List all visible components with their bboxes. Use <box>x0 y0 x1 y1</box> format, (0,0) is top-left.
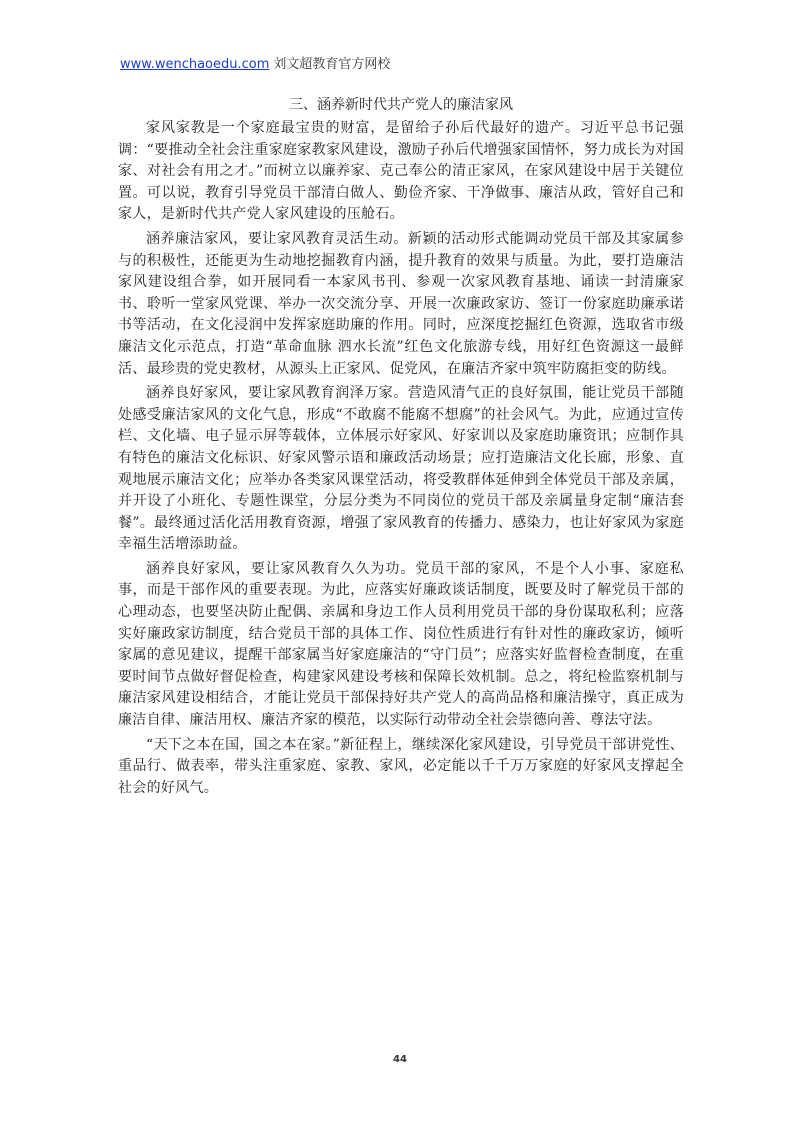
section-title: 三、涵养新时代共产党人的廉洁家风 <box>289 97 513 113</box>
page-number: 44 <box>393 1054 407 1065</box>
document-body <box>118 94 684 802</box>
site-name: 刘文超教育官方网校 <box>273 57 391 72</box>
paragraph-4: 涵养良好家风，要让家风教育久久为功。党员干部的家风，不是个人小事、家庭私事，而是干部作风的重要表现。为此，应落实好廉政谈话制度，既要及时了解党员干部的心理动态，也要坚决防止配偶、亲属和身边工作人员利用党员干部的身份谋取私利；应落实好廉政家访制度，结合党员干部的具体工作、岗位性质进行有针对性的廉政家访，倾听家属的意见建议，提醒干部家属当好家庭廉洁的“守门员”；应落实好监督检查制度，在重要时间节点做好督促检查，构建家风建设考核和保障长效机制。总之，将纪检监察机制与廉洁家风建设相结合，才能让党员干部保持好共产党人的高尚品格和廉洁操守，真正成为廉洁自律、廉洁用权、廉洁齐家的模范，以实际行动带动全社会崇德向善、尊法守法。 <box>118 560 684 729</box>
page-header <box>120 56 390 74</box>
paragraph-1: 家风家教是一个家庭最宝贵的财富，是留给子孙后代最好的遗产。习近平总书记强调：“要推动全社会注重家庭家教家风建设，激励子孙后代增强家国情怀，努力成长为对国家、对社会有用之才。”而树立以廉养家、克己奉公的清正家风，在家风建设中居于关键位置。可以说，教育引导党员干部清白做人、勤俭齐家、干净做事、廉洁从政，管好自己和家人，是新时代共产党人家风建设的压舱石。 <box>118 120 684 223</box>
paragraph-2: 涵养廉洁家风，要让家风教育灵活生动。新颖的活动形式能调动党员干部及其家属参与的积极性，还能更为生动地挖掘教育内涵，提升教育的效果与质量。为此，要打造廉洁家风建设组合拳，如开展同看一本家风书刊、参观一次家风教育基地、诵读一封清廉家书、聆听一堂家风党课、举办一次交流分享、开展一次廉政家访、签订一份家庭助廉承诺书等活动，在文化浸润中发挥家庭助廉的作用。同时，应深度挖掘红色资源，选取省市级廉洁文化示范点，打造“革命血脉 泗水长流”红色文化旅游专线，用好红色资源这一最鲜活、最珍贵的党史教材，从源头上正家风、促党风，在廉洁齐家中筑牢防腐拒变的防线。 <box>118 230 684 377</box>
paragraph-3: 涵养良好家风，要让家风教育润泽万家。营造风清气正的良好氛围，能让党员干部随处感受廉洁家风的文化气息，形成“不敢腐不能腐不想腐”的社会风气。为此，应通过宣传栏、文化墙、电子显示屏等载体，立体展示好家风、好家训以及家庭助廉资讯；应制作具有特色的廉洁文化标识、好家风警示语和廉政活动场景；应打造廉洁文化长廊，形象、直观地展示廉洁文化；应举办各类家风课堂活动，将受教群体延伸到全体党员干部及亲属，并开设了小班化、专题性课堂，分层分类为不同岗位的党员干部及亲属量身定制“廉洁套餐”。最终通过活化活用教育资源，增强了家风教育的传播力、感染力，也让好家风为家庭幸福生活增添助益。 <box>118 385 684 553</box>
website-link[interactable]: www.wenchaoedu.com <box>120 57 270 72</box>
paragraph-5: “天下之本在国，国之本在家。”新征程上，继续深化家风建设，引导党员干部讲党性、重品行、做表率，带头注重家庭、家教、家风，必定能以千千万万家庭的好家风支撑起全社会的好风气。 <box>118 736 684 796</box>
